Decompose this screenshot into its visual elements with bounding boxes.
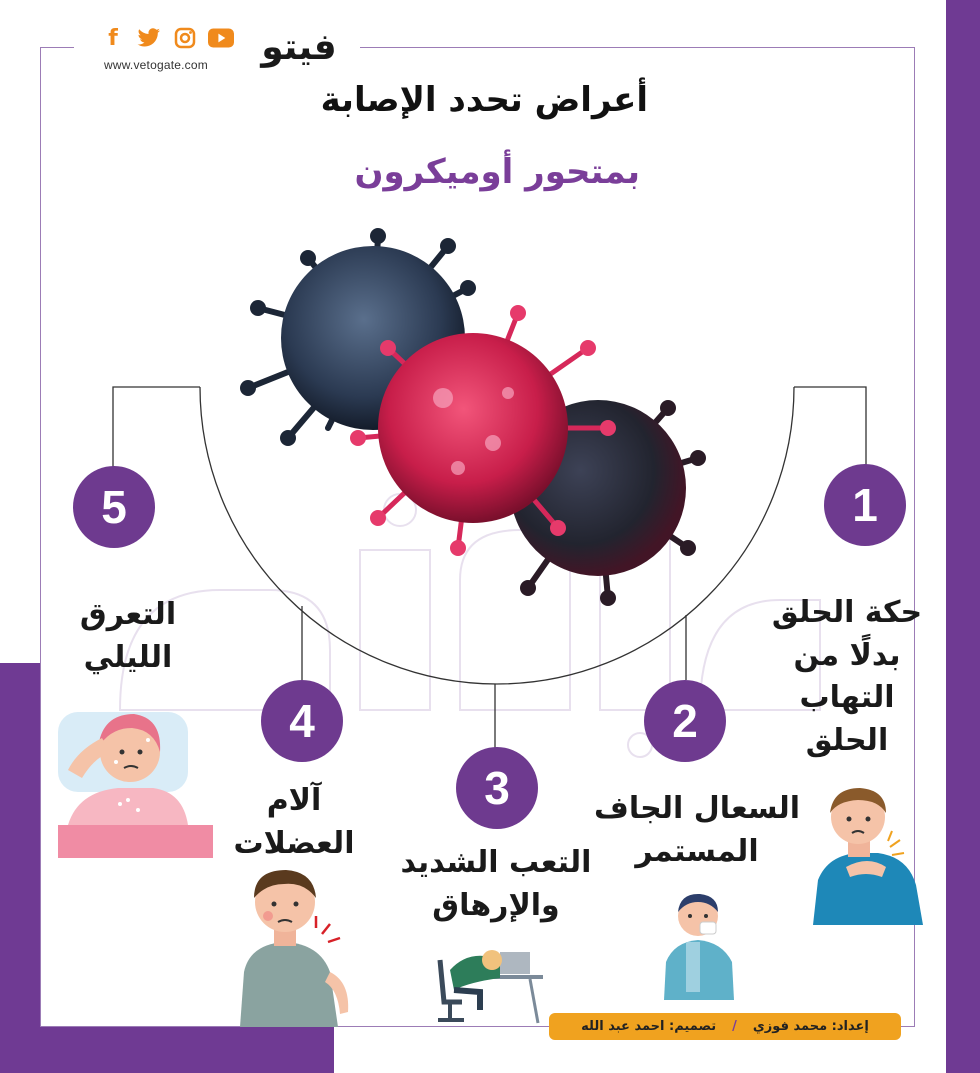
credit-design: تصميم: احمد عبد الله xyxy=(581,1019,717,1034)
page-title: أعراض تحدد الإصابة xyxy=(320,80,648,120)
sore-throat-person-illustration xyxy=(808,785,928,930)
virus-illustration xyxy=(228,228,718,608)
coughing-person-illustration xyxy=(660,890,738,1002)
facebook-icon[interactable]: f xyxy=(108,25,118,51)
credit-separator: / xyxy=(732,1019,737,1034)
symptom-5-number: 5 xyxy=(73,466,155,548)
page-subtitle: بمتحور أوميكرون xyxy=(354,152,640,192)
symptom-3-number: 3 xyxy=(456,747,538,829)
symptom-4-number: 4 xyxy=(261,680,343,762)
virus-red-center xyxy=(378,333,568,523)
muscle-pain-person-illustration xyxy=(230,862,355,1027)
symptom-3-label: التعب الشديد والإرهاق xyxy=(400,845,592,923)
credits-bar xyxy=(549,1013,901,1040)
symptom-2-label: السعال الجاف المستمر xyxy=(593,791,801,869)
symptom-1-number: 1 xyxy=(824,464,906,546)
symptom-2-number: 2 xyxy=(644,680,726,762)
credit-prepared: إعداد: محمد فوزي xyxy=(752,1019,869,1034)
symptom-4-label: آلام العضلات xyxy=(233,783,355,861)
symptom-1-label: حكة الحلق بدلًا من التهاب الحلق xyxy=(771,595,923,758)
night-sweats-person-illustration xyxy=(58,700,213,858)
symptom-5-label: التعرق الليلي xyxy=(79,597,177,675)
tired-person-illustration xyxy=(430,930,545,1025)
logo-text: فيتو xyxy=(261,26,337,68)
website-url[interactable]: www.vetogate.com xyxy=(104,58,208,72)
